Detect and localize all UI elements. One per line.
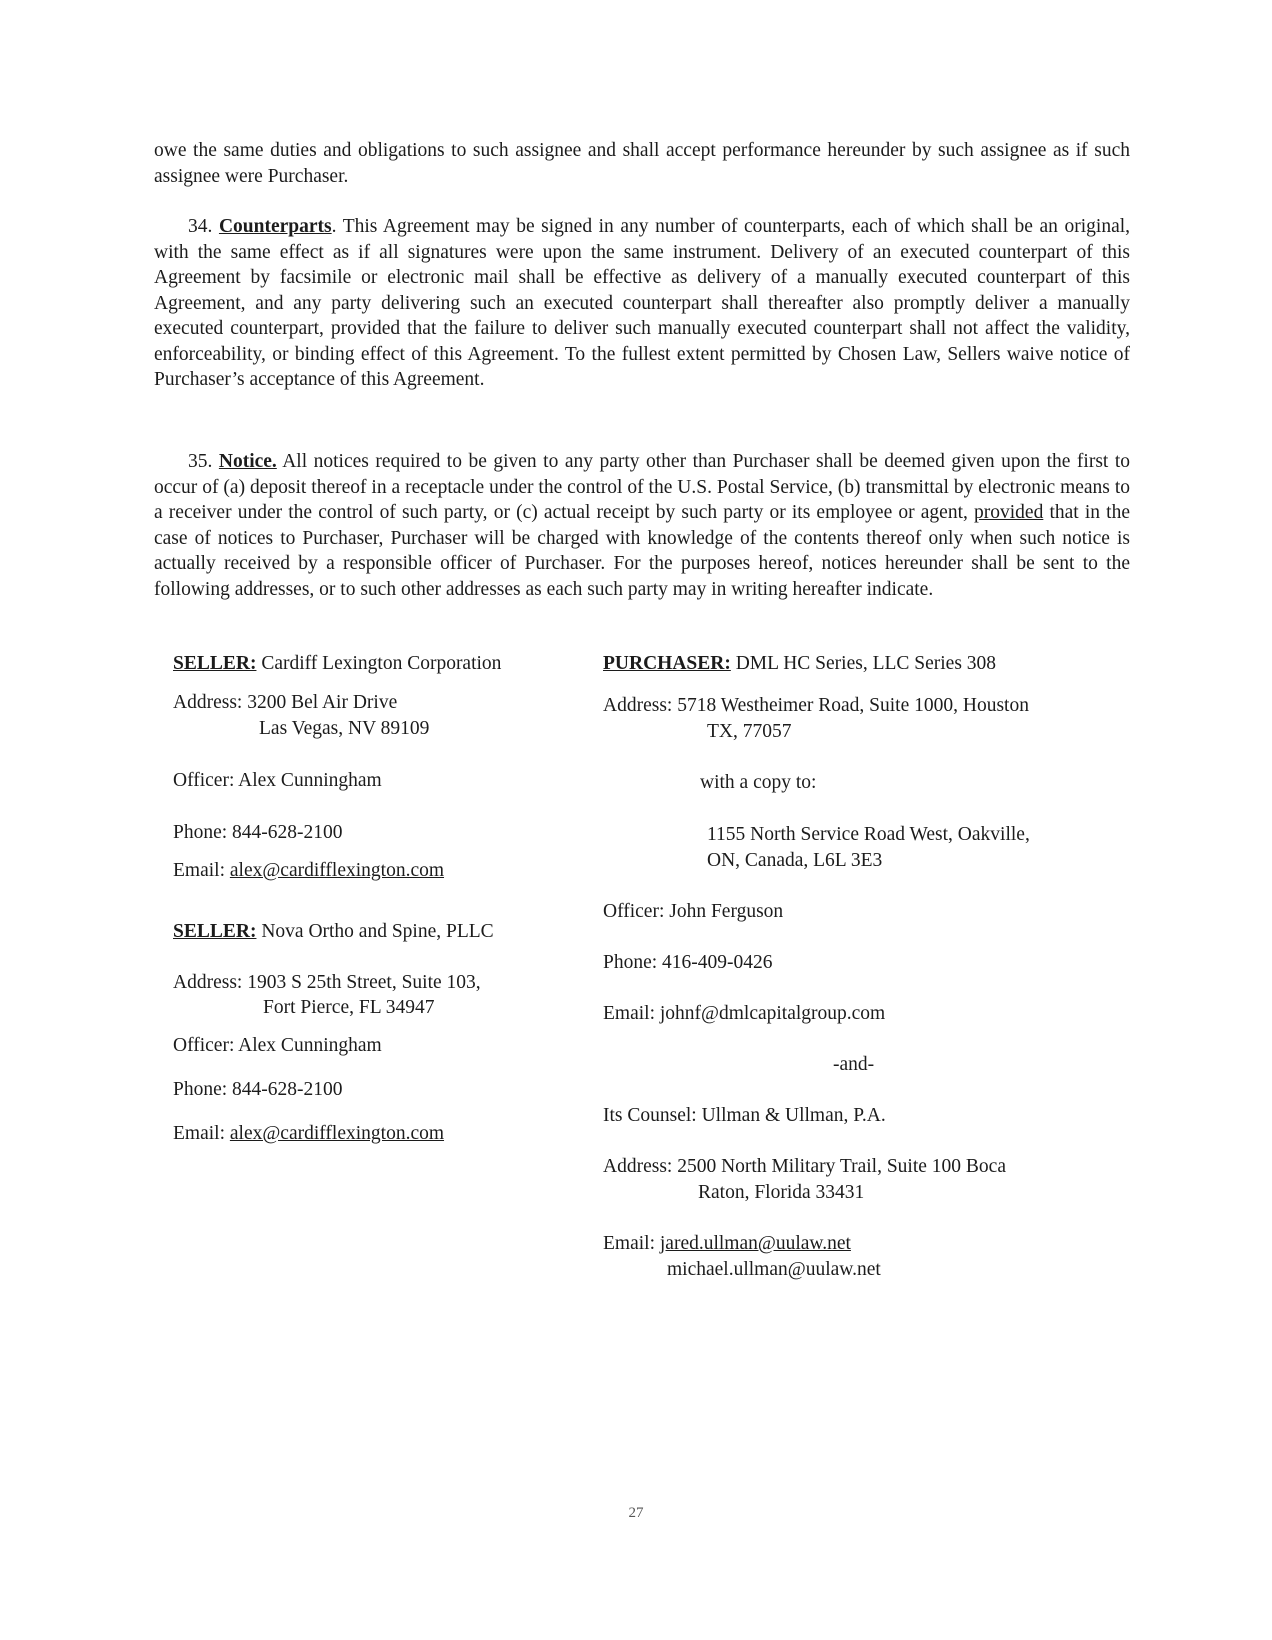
seller1-address-line1: Address: 3200 Bel Air Drive xyxy=(173,692,398,713)
copy-address-line1: 1155 North Service Road West, Oakville, xyxy=(707,824,1030,845)
paragraph-text: that in the case of notices to Purchaser, Purchaser will be charged with knowledge of the contents thereof only when such notice is actually received by a responsible officer of Purchaser. For the purposes hereof, notices hereunder shall be sent to the following addresses, or to such other addresses as each such party may in writing hereafter indicate. xyxy=(154,502,1131,600)
seller2-address-line2: Fort Pierce, FL 34947 xyxy=(263,997,435,1018)
seller-name: Cardiff Lexington Corporation xyxy=(256,653,502,674)
copy-address-line2: ON, Canada, L6L 3E3 xyxy=(707,850,883,871)
paragraph-notice xyxy=(154,449,1130,602)
paragraph-text: . This Agreement may be signed in any number of counterparts, each of which shall be an original, with the same effect as if all signatures were upon the same instrument. Delivery of an executed counterpart of this Agreement by facsimile or electronic mail shall be effective as delivery of a manually executed counterpart of this Agreement, and any party delivering such an executed counterpart shall thereafter also promptly deliver a manually executed counterpart, provided that the failure to deliver such manually executed counterpart shall not affect the validity, enforceability, or binding effect of this Agreement. To the fullest extent permitted by Chosen Law, Sellers waive notice of Purchaser’s acceptance of this Agreement. xyxy=(154,216,1131,390)
seller-name: Nova Ortho and Spine, PLLC xyxy=(256,921,494,942)
paragraph-text: owe the same duties and obligations to such assignee and shall accept performance hereunder by such assignee as if such assignee were Purchaser. xyxy=(154,140,1130,187)
seller1-email-line: Email: alex@cardifflexington.com xyxy=(173,860,445,881)
counsel-email-line: Email: jared.ullman@uulaw.net xyxy=(603,1233,851,1254)
purchaser-label: PURCHASER: xyxy=(603,653,731,674)
seller1-officer: Officer: Alex Cunningham xyxy=(173,770,382,791)
purchaser-name: DML HC Series, LLC Series 308 xyxy=(730,653,997,674)
purchaser-address-line1: Address: 5718 Westheimer Road, Suite 1000, Houston xyxy=(603,695,1029,716)
page-number: 27 xyxy=(628,1505,644,1521)
purchaser-officer: Officer: John Ferguson xyxy=(603,901,784,922)
seller2-officer: Officer: Alex Cunningham xyxy=(173,1035,382,1056)
section-heading-notice: Notice. xyxy=(218,451,277,472)
provided-term: provided xyxy=(974,502,1044,523)
seller1-email-link[interactable]: alex@cardifflexington.com xyxy=(229,860,445,881)
paragraph-assignment-continued xyxy=(154,138,1130,189)
section-number: 34. xyxy=(188,216,213,237)
counsel-email-link-2[interactable]: michael.ullman@uulaw.net xyxy=(667,1259,881,1280)
paragraph-counterparts xyxy=(154,214,1130,393)
seller-label: SELLER: xyxy=(173,921,257,942)
seller-label: SELLER: xyxy=(173,653,257,674)
seller1-heading xyxy=(173,651,501,677)
counsel-email-link-1[interactable]: jared.ullman@uulaw.net xyxy=(659,1233,851,1254)
seller1-address-line2: Las Vegas, NV 89109 xyxy=(259,718,430,739)
section-number: 35. xyxy=(188,451,213,472)
seller2-email-line: Email: alex@cardifflexington.com xyxy=(173,1123,445,1144)
seller2-heading xyxy=(173,919,494,945)
copy-to-label: with a copy to: xyxy=(700,772,817,793)
paragraph-text: All notices required to be given to any party other than Purchaser shall be deemed given upon the first to occur of (a) deposit thereof in a receptacle under the control of the U.S. Postal Service, (b) transmittal by electronic means to a receiver under the control of such party, or (c) actual receipt by such party or its employee or agent, xyxy=(154,451,1131,523)
counsel-address-line1: Address: 2500 North Military Trail, Suite 100 Boca xyxy=(603,1156,1006,1177)
seller2-address-line1: Address: 1903 S 25th Street, Suite 103, xyxy=(173,972,481,993)
seller2-phone: Phone: 844-628-2100 xyxy=(173,1079,343,1100)
counsel-address-line2: Raton, Florida 33431 xyxy=(698,1182,865,1203)
purchaser-address-line2: TX, 77057 xyxy=(707,721,792,742)
seller2-email-link[interactable]: alex@cardifflexington.com xyxy=(229,1123,445,1144)
and-separator: -and- xyxy=(833,1054,875,1075)
purchaser-heading xyxy=(603,651,996,677)
seller1-phone: Phone: 844-628-2100 xyxy=(173,822,343,843)
purchaser-email: Email: johnf@dmlcapitalgroup.com xyxy=(603,1003,886,1024)
counsel-name: Its Counsel: Ullman & Ullman, P.A. xyxy=(603,1105,886,1126)
purchaser-phone: Phone: 416-409-0426 xyxy=(603,952,773,973)
section-heading-counterparts: Counterparts xyxy=(218,216,332,237)
